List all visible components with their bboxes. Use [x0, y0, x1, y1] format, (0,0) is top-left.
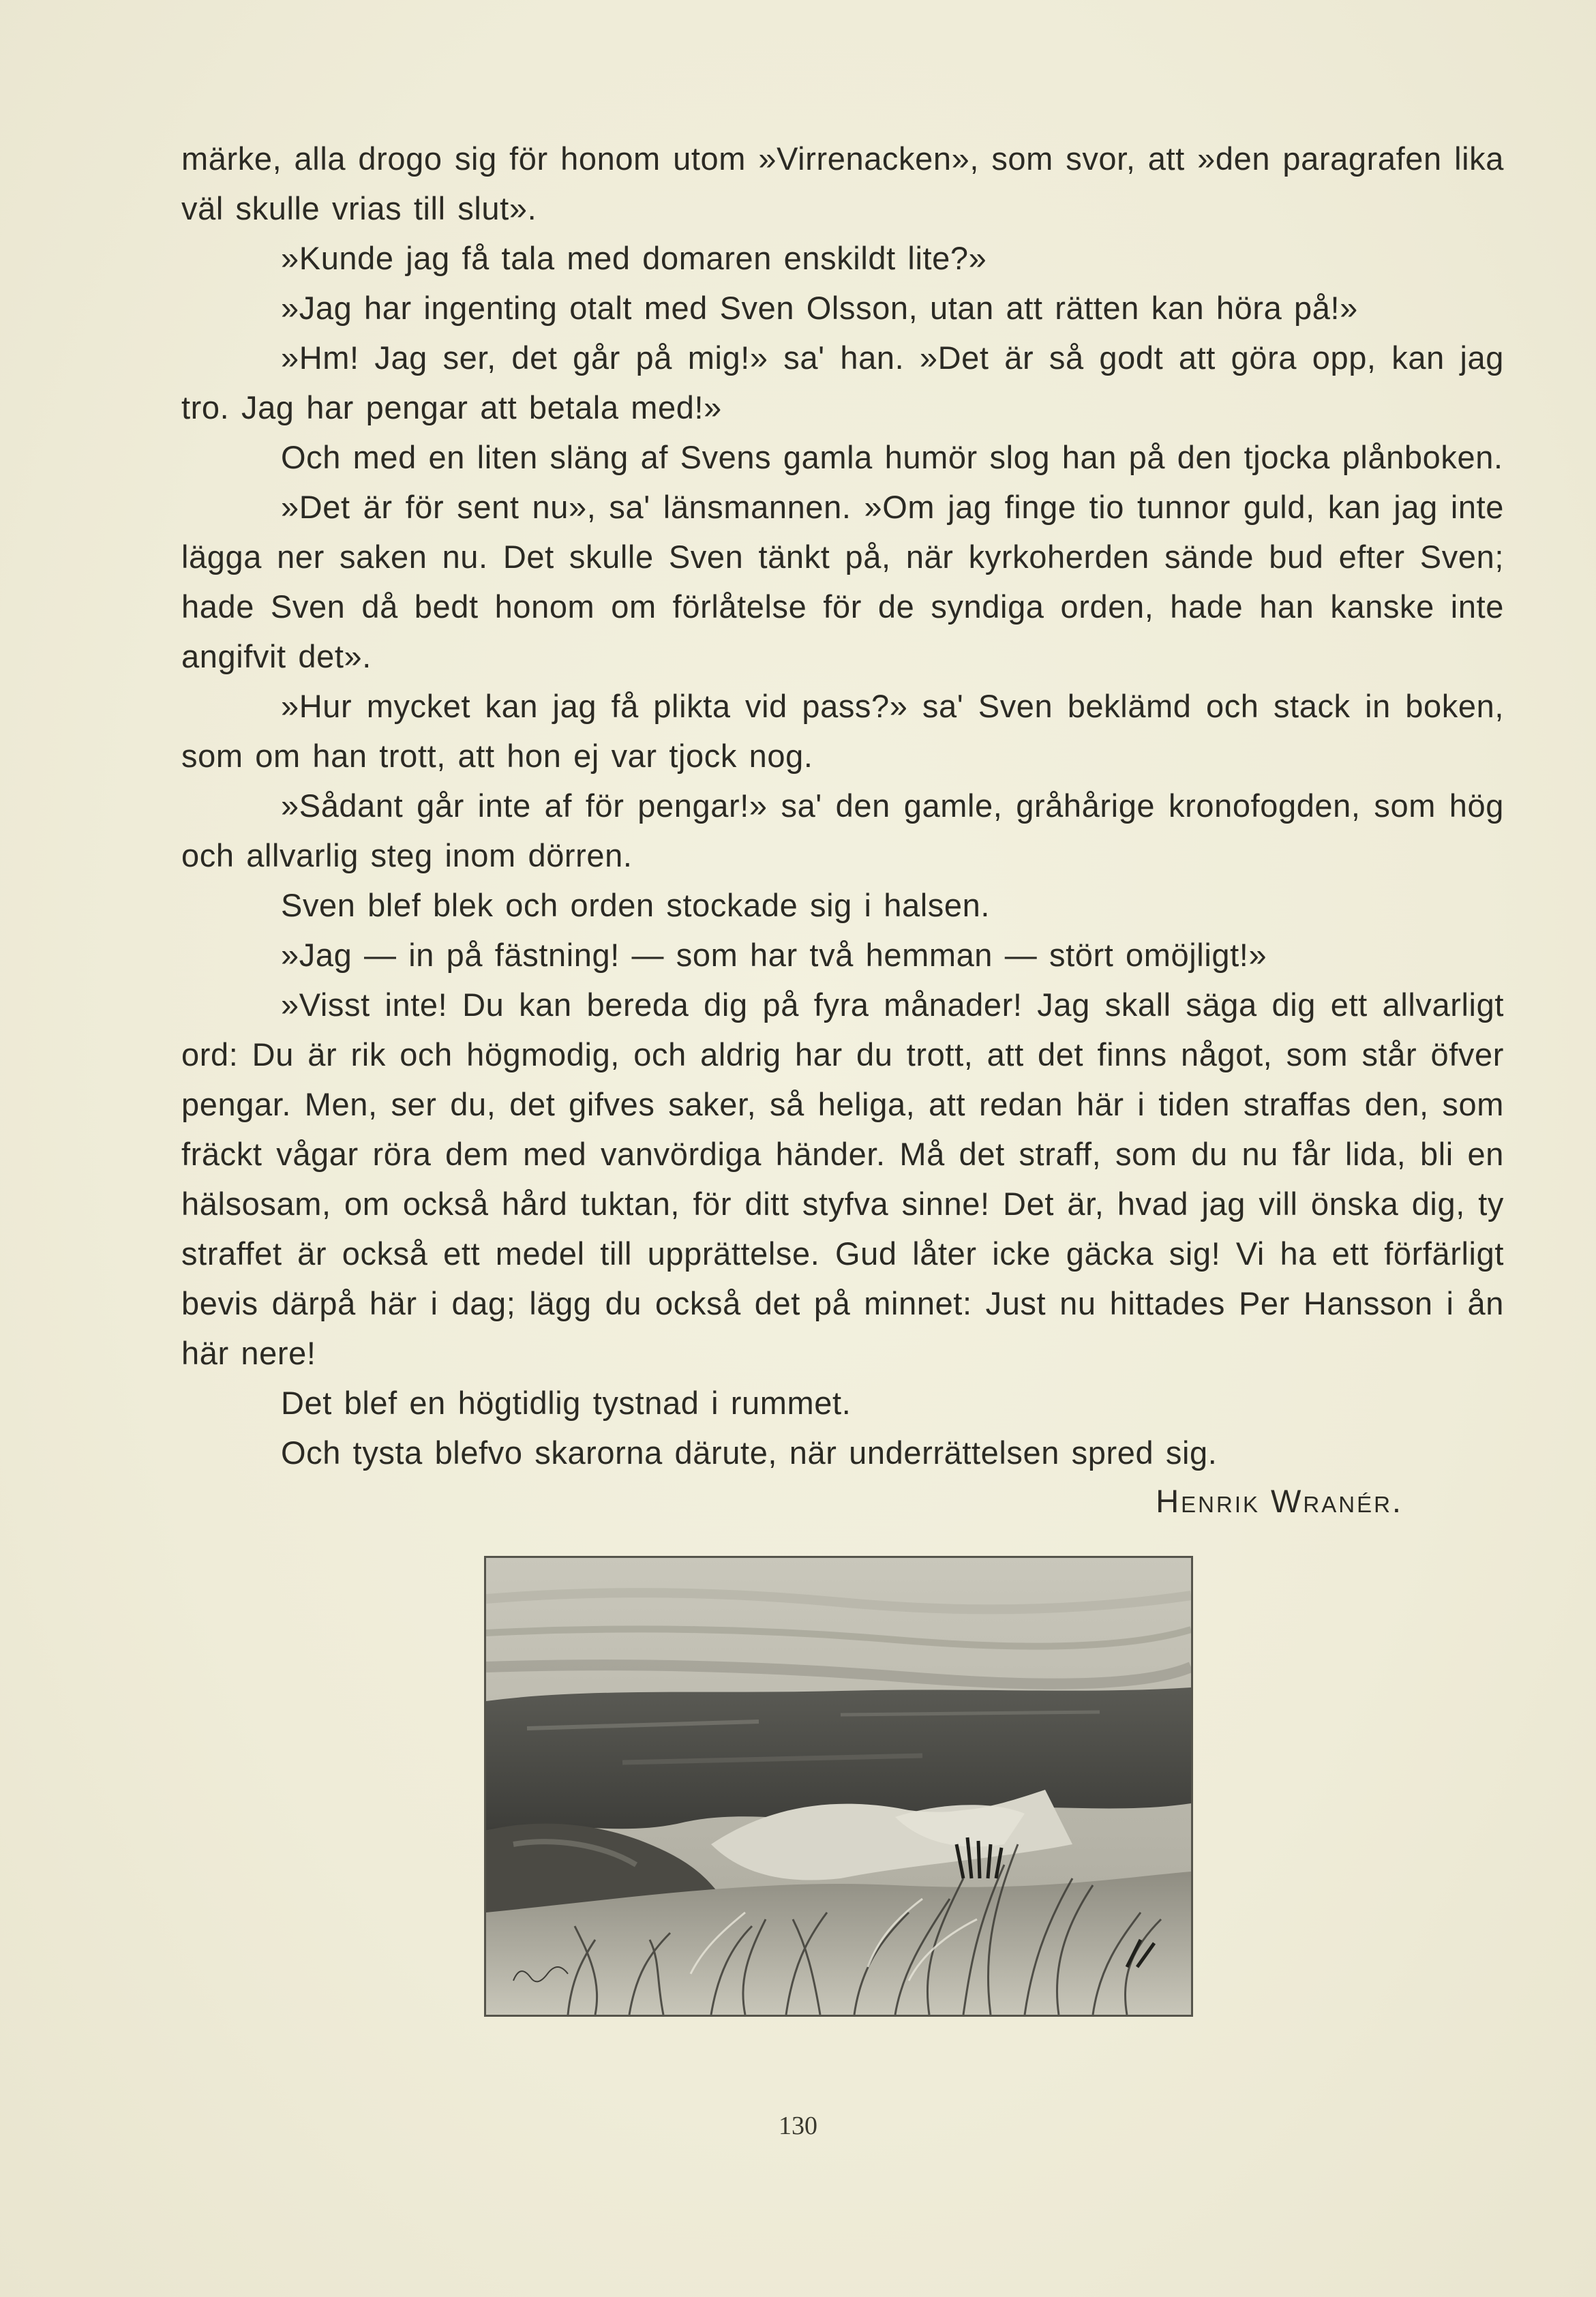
paragraph: Det blef en högtidlig tystnad i rummet. [281, 1385, 852, 1421]
author-signature: Henrik Wranér. [1156, 1483, 1403, 1519]
paragraph: »Jag — in på fästning! — som har två hemman — stört omöjligt!» [281, 937, 1267, 973]
paragraph: »Sådant går inte af för pengar!» sa' den gamle, gråhårige kronofogden, som hög och allvarlig steg inom dörren. [181, 787, 1504, 873]
paragraph: »Det är för sent nu», sa' länsmannen. »Om jag finge tio tunnor guld, kan jag inte lägga ner saken nu. Det skulle Sven tänkt på, när kyrkoherden sände bud efter Sven; hade Sven då bedt honom om förlåtelse för de syndiga orden, hade han kanske inte angifvit det». [181, 489, 1504, 674]
landscape-illustration [484, 1556, 1193, 2017]
page-number: 130 [779, 2112, 817, 2140]
paragraph: Sven blef blek och orden stockade sig i halsen. [281, 887, 990, 923]
paragraph: märke, alla drogo sig för honom utom »Virrenacken», som svor, att »den paragrafen lika väl skulle vrias till slut». [181, 140, 1504, 226]
paragraph: Och med en liten släng af Svens gamla humör slog han på den tjocka plånboken. [281, 439, 1503, 475]
paragraph: »Hur mycket kan jag få plikta vid pass?» sa' Sven beklämd och stack in boken, som om han trott, att hon ej var tjock nog. [181, 688, 1504, 774]
paragraph: Och tysta blefvo skarorna därute, när underrättelsen spred sig. [281, 1435, 1218, 1471]
paragraph: »Jag har ingenting otalt med Sven Olsson, utan att rätten kan höra på!» [281, 290, 1358, 326]
paragraph: »Hm! Jag ser, det går på mig!» sa' han. »Det är så godt att göra opp, kan jag tro. Jag har pengar att betala med!» [181, 340, 1504, 425]
body-text [181, 134, 1504, 1477]
paragraph: »Kunde jag få tala med domaren enskildt lite?» [281, 240, 987, 276]
paragraph: »Visst inte! Du kan bereda dig på fyra månader! Jag skall säga dig ett allvarligt ord: Du är rik och högmodig, och aldrig har du trott, att det finns något, som står öfver pengar. Men, ser du, det gifves saker, så heliga, att redan här i tiden straffas den, som fräckt vågar röra dem med vanvördiga händer. Må det straff, som du nu får lida, bli en hälsosam, om också hård tuktan, för ditt styfva sinne! Det är, hvad jag vill önska dig, ty straffet är också ett medel till upprättelse. Gud låter icke gäcka sig! Vi ha ett förfärligt bevis därpå här i dag; lägg du också det på minnet: Just nu hittades Per Hansson i ån här nere! [181, 987, 1504, 1371]
